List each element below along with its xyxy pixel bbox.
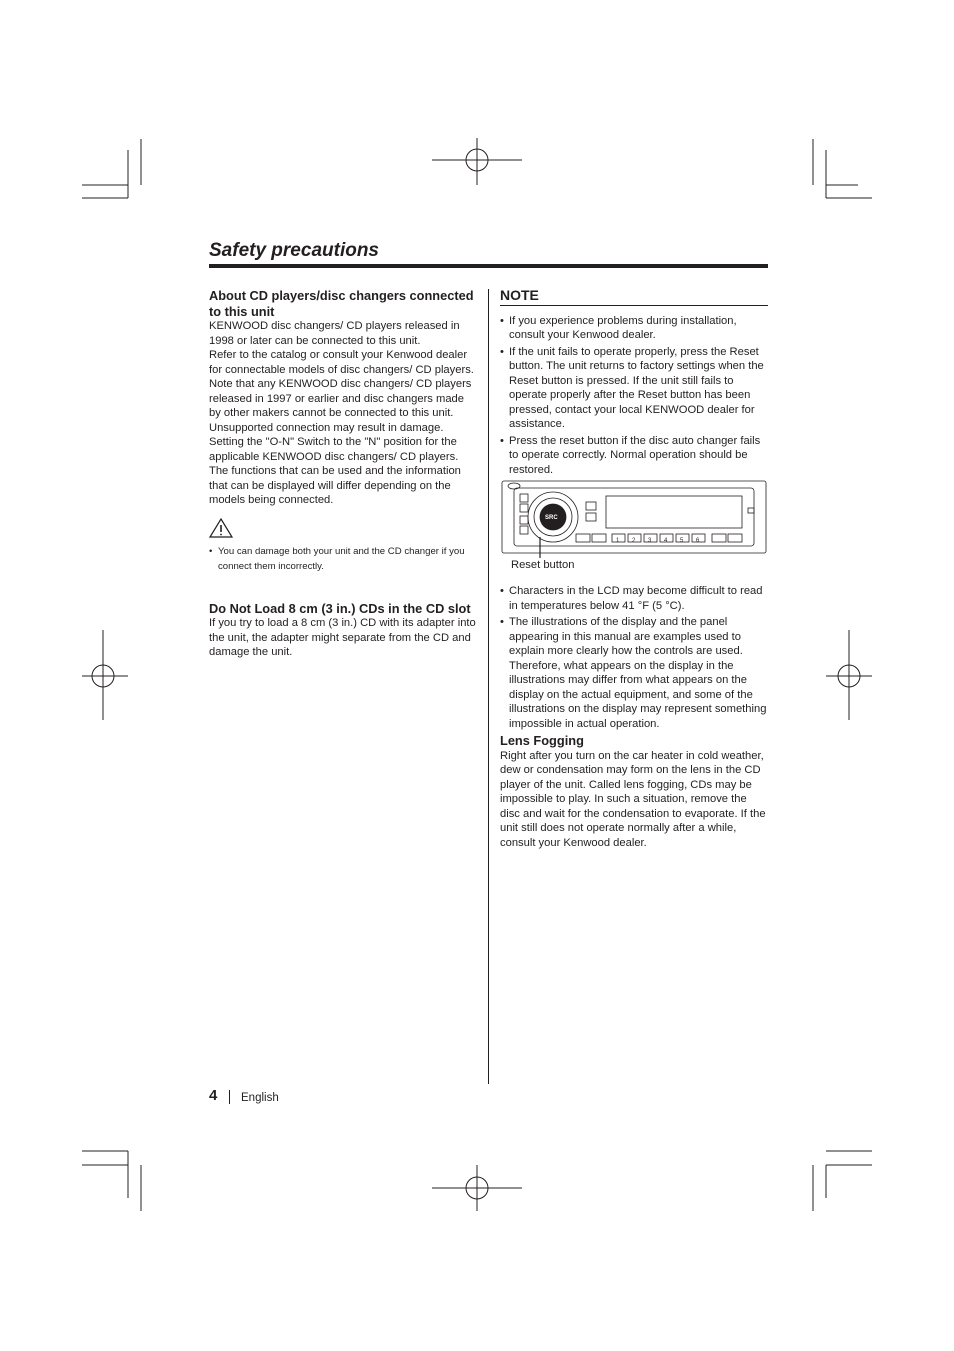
- preset-label-4: 4: [664, 538, 668, 544]
- left-column: [209, 288, 477, 660]
- note-heading: NOTE: [500, 288, 768, 306]
- note-list-bottom: [500, 584, 768, 731]
- preset-label-1: 1: [616, 538, 620, 544]
- cd-players-paragraph-3: Note that any KENWOOD disc changers/ CD players released in 1997 or earlier and disc changers made by other makers cannot be connected to this unit.: [209, 378, 472, 419]
- column-divider: [488, 289, 489, 1084]
- preset-label-3: 3: [648, 538, 652, 544]
- lens-fogging-paragraph: Right after you turn on the car heater in cold weather, dew or condensation may form on the lens in the CD player of the unit. Called lens fogging, CDs may be impossible to play. In such a situation, remove the disc and wait for the condensation to evaporate. If the unit still does not operate normally after a while, consult your Kenwood dealer.: [500, 749, 766, 849]
- cd-players-paragraph-1: KENWOOD disc changers/ CD players released in 1998 or later can be connected to this unit.: [209, 320, 460, 347]
- list-item: • Characters in the LCD may become difficult to read in temperatures below 41 °F (5 °C).: [500, 584, 768, 613]
- 8cm-cd-heading: Do Not Load 8 cm (3 in.) CDs in the CD slot: [209, 600, 471, 616]
- cd-players-paragraph-4: Unsupported connection may result in damage.: [209, 421, 444, 434]
- 8cm-cd-paragraph: If you try to load a 8 cm (3 in.) CD with its adapter into the unit, the adapter might separate from the CD and damage the unit.: [209, 617, 476, 658]
- note-list-top: [500, 314, 768, 478]
- list-item: • The illustrations of the display and the panel appearing in this manual are examples used to explain more clearly how the controls are used. Therefore, what appears on the display in the illustrations may differ from what appears on the display on the actual equipment, and some of the illustrations on the display may represent something impossible in actual operation.: [500, 615, 768, 731]
- caution-text: • You can damage both your unit and the CD changer if you connect them incorrectly.: [209, 544, 477, 575]
- warning-triangle-icon: [209, 518, 233, 538]
- preset-label-6: 6: [696, 538, 700, 544]
- footer-separator: [229, 1090, 230, 1104]
- reset-button-callout: Reset button: [511, 559, 575, 571]
- preset-label-2: 2: [632, 538, 636, 544]
- knob-label: SRC: [545, 515, 558, 521]
- list-item: • If the unit fails to operate properly, press the Reset button. The unit returns to factory settings when the Reset button is pressed. If the unit still fails to operate properly after the Reset button has been pressed, contact your local KENWOOD dealer for assistance.: [500, 345, 768, 432]
- footer-language: English: [241, 1092, 279, 1104]
- faceplate-figure: [500, 480, 768, 576]
- lens-fogging-heading: Lens Fogging: [500, 733, 584, 748]
- list-item: • Press the reset button if the disc auto changer fails to operate correctly. Normal operation should be restored.: [500, 434, 768, 478]
- list-item: • If you experience problems during installation, consult your Kenwood dealer.: [500, 314, 768, 343]
- page-title: Safety precautions: [209, 240, 379, 261]
- cd-players-paragraph-5: Setting the "O-N" Switch to the "N" position for the applicable KENWOOD disc changers/ CD players.: [209, 436, 459, 463]
- page-number: 4: [209, 1087, 218, 1104]
- title-underline: [209, 264, 768, 268]
- cd-players-paragraph-2: Refer to the catalog or consult your Kenwood dealer for connectable models of disc changers/ CD players.: [209, 349, 474, 376]
- cd-players-paragraph-6: The functions that can be used and the information that can be displayed will differ depending on the models being connected.: [209, 465, 461, 506]
- right-column: [500, 288, 768, 850]
- cd-players-heading: About CD players/disc changers connected to this unit: [209, 288, 474, 319]
- preset-label-5: 5: [680, 538, 684, 544]
